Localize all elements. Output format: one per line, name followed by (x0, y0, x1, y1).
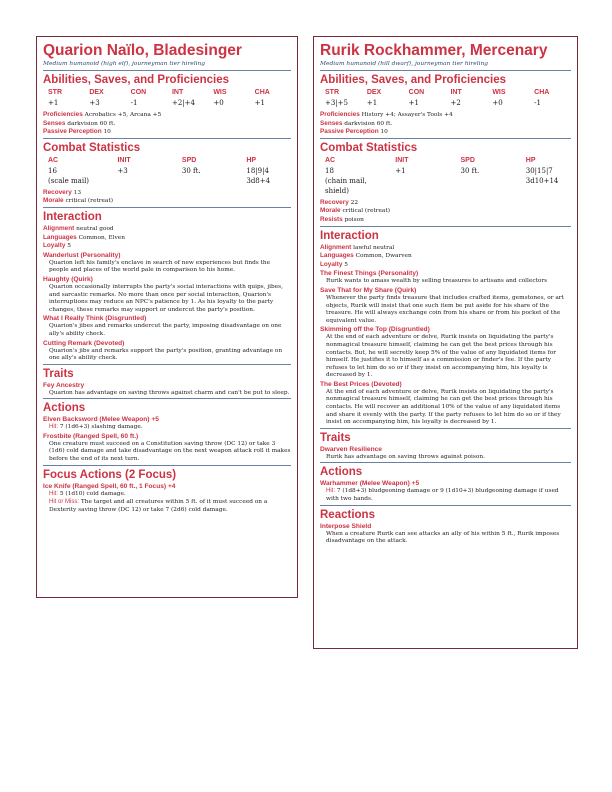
combat-stats (320, 156, 571, 196)
action-text: 7 (1d8+3) bludgeoning damage or 9 (1d10+3) bludgeoning damage if used with two hands. (326, 488, 559, 503)
combat-value: 18|9|4 (246, 166, 269, 175)
proficiencies-value: History +4; Assayer's Tools +4 (361, 112, 453, 118)
languages-line (320, 252, 571, 261)
proficiencies-label: Proficiencies (320, 111, 360, 118)
alignment-line (320, 244, 571, 253)
section-divider (320, 226, 571, 227)
combat-value-detail: (chain mail, shield) (325, 176, 367, 195)
senses-line (43, 120, 291, 129)
languages-value: Common, Dwarven (355, 253, 412, 260)
proficiencies-line (320, 111, 571, 120)
ability-scores (43, 88, 291, 108)
stat-label: INT (450, 89, 462, 96)
hit-label: Hit: (326, 488, 335, 495)
trait-body: Rurik has advantage on saving throws against poison. (326, 453, 485, 460)
senses-label: Senses (320, 119, 343, 127)
stat-label: CHA (534, 89, 550, 96)
entry-body: Quarion's jibs and remarks support the party's position, granting advantage on one ally's ability check. (49, 347, 283, 362)
hit-label: Hit: (49, 490, 58, 497)
loyalty-line (43, 242, 291, 251)
stat-label: CON (130, 89, 147, 96)
combat-value-detail: (scale mail) (48, 176, 90, 185)
action-heading: Frostbite (Ranged Spell, 60 ft.) (43, 432, 139, 440)
entry-body: Quarion occasionally interrupts the party's social interactions with quips, jibes, and sarcastic remarks. No more than once per social interaction, Quarion's interruptions may reduce an NPC's patience by 1. As his loyalty to the party changes, these remarks may support or undercut the party's position. (49, 283, 283, 313)
action-body: One creature must succeed on a Constitution saving throw (DC 12) or take 3 (1d6) cold damage and take disadvantage on the next weapon attack roll it makes before the end of its next turn. (49, 440, 291, 463)
stat-value: +0 (213, 99, 224, 107)
focus-action-hit (49, 491, 291, 499)
entry-heading: Wanderlust (Personality) (43, 251, 121, 259)
languages-value: Common, Elven (78, 234, 125, 241)
morale-label: Morale (43, 197, 64, 205)
focus-action-heading: Ice Knife (Ranged Spell, 60 ft., 1 Focus) +4 (43, 482, 176, 490)
stat-value: +1 (408, 99, 419, 107)
loyalty-label: Loyalty (320, 260, 343, 268)
action-heading: Elven Backsword (Melee Weapon) +5 (43, 416, 159, 424)
section-divider (43, 398, 291, 399)
morale-value: critical (retreat) (342, 208, 390, 215)
loyalty-value: 5 (344, 261, 348, 268)
recovery-line (43, 189, 291, 198)
alignment-value: lawful neutral (353, 244, 395, 251)
senses-line (320, 120, 571, 129)
combat-stats (43, 156, 291, 186)
combat-value: 18 (325, 166, 334, 175)
abilities-heading: Abilities, Saves, and Proficiencies (43, 74, 229, 86)
combat-value-detail (390, 176, 455, 196)
morale-line (320, 207, 571, 216)
action-body (49, 424, 291, 432)
combat-heading: Combat Statistics (43, 141, 141, 154)
reaction-body: When a creature Rurik can see attacks an ally of his within 5 ft., Rurik imposes disadvantage on the attack. (326, 530, 560, 545)
statblock-subtitle: Medium humanoid (hill dwarf), journeyman tier hireling (320, 61, 489, 67)
combat-value-detail (112, 176, 176, 186)
stat-value: +2|+4 (171, 99, 195, 107)
alignment-line (43, 225, 291, 234)
combat-label: SPD (181, 156, 197, 164)
stat-value: -1 (130, 99, 138, 107)
statblock-rurik (313, 36, 578, 649)
senses-value: darkvision 60 ft. (67, 120, 116, 127)
combat-value: 30 ft. (181, 166, 201, 175)
loyalty-label: Loyalty (43, 242, 66, 250)
recovery-value: 13 (73, 189, 82, 196)
alignment-label: Alignment (43, 224, 75, 232)
statblock-title: Rurik Rockhammer, Mercenary (320, 42, 548, 59)
section-divider (43, 138, 291, 139)
reaction-heading: Interpose Shield (320, 522, 372, 530)
entry-heading: Skimming off the Top (Disgruntled) (320, 326, 430, 334)
stat-label: DEX (89, 89, 104, 96)
proficiencies-label: Proficiencies (43, 111, 83, 118)
stat-label: WIS (213, 89, 227, 96)
statblock-subtitle: Medium humanoid (high elf), journeyman tier hireling (43, 61, 206, 67)
combat-label: HP (246, 156, 257, 164)
interaction-heading: Interaction (320, 229, 379, 242)
languages-label: Languages (320, 252, 354, 260)
section-divider (43, 70, 291, 71)
trait-body: Quarion has advantage on saving throws against charm and can't be put to sleep. (49, 389, 290, 396)
languages-label: Languages (43, 233, 77, 241)
section-divider (43, 364, 291, 365)
reactions-heading: Reactions (320, 508, 375, 521)
senses-value: darkvision 60 ft. (344, 120, 393, 127)
section-divider (43, 465, 291, 466)
recovery-label: Recovery (320, 198, 349, 206)
combat-value: 30|15|7 (525, 166, 553, 175)
stat-label: STR (48, 89, 62, 96)
actions-heading: Actions (43, 402, 86, 415)
trait-heading: Dwarven Resilience (320, 445, 382, 453)
stat-value: +1 (48, 99, 59, 107)
combat-value-detail: 3d8+4 (246, 176, 271, 185)
combat-label: INIT (117, 156, 131, 164)
morale-label: Morale (320, 207, 341, 215)
passive-perception-label: Passive Perception (320, 128, 379, 136)
statblock-quarion (36, 36, 298, 598)
stat-label: INT (171, 89, 184, 96)
statblock-title: Quarion Naïlo, Bladesinger (43, 42, 242, 59)
trait-heading: Fey Ancestry (43, 381, 85, 389)
combat-value: +1 (395, 166, 406, 175)
combat-value: 30 ft. (460, 166, 480, 175)
section-divider (43, 207, 291, 208)
stat-value: +3|+5 (325, 99, 348, 107)
proficiencies-value: Acrobatics +5, Arcana +5 (84, 112, 162, 118)
entry-heading: Save That for My Share (Quirk) (320, 286, 417, 294)
passive-perception-value: 10 (380, 129, 388, 136)
entry-body: At the end of each adventure or delve, Rurik insists on liquidating the party's nonmagical treasure himself, claiming he can get the best prices through his contacts. He will recover an additional 10% of the value of any liquidated items and share it evenly with the party. If the party refuses to let him do so or if they insist on accompanying him, his loyalty is decreased by 1. (326, 388, 561, 426)
entry-heading: Haughty (Quirk) (43, 275, 93, 283)
passive-perception-line (320, 128, 571, 137)
morale-value: critical (retreat) (65, 198, 113, 205)
stat-value: +1 (366, 99, 378, 107)
section-divider (320, 138, 571, 139)
entry-body: Whenever the party finds treasure that includes crafted items, gemstones, or art objects, Rurik will insist that one such item be put aside for his share of the treasure. He will always exchange coin from his share or from his pocket of the equivalent value. (326, 294, 564, 324)
section-divider (320, 70, 571, 71)
senses-label: Senses (43, 119, 66, 127)
combat-value: 16 (48, 166, 57, 175)
focus-actions-heading: Focus Actions (2 Focus) (43, 468, 177, 481)
traits-heading: Traits (43, 367, 74, 380)
section-divider (320, 505, 571, 506)
entry-heading: What I Really Think (Disgruntled) (43, 315, 147, 323)
entry-heading: Cutting Remark (Devoted) (43, 339, 125, 347)
combat-value-detail (456, 176, 521, 196)
recovery-line (320, 199, 571, 208)
hit-label: Hit: (49, 424, 58, 431)
action-body (326, 488, 571, 503)
stat-value: +2 (450, 99, 461, 107)
action-text: 7 (1d6+3) slashing damage. (59, 424, 143, 431)
combat-label: INIT (395, 156, 409, 164)
ability-scores (320, 88, 571, 108)
stat-label: DEX (366, 89, 382, 96)
alignment-label: Alignment (320, 243, 352, 251)
hit-or-miss-label: Hit or Miss: (49, 499, 79, 506)
combat-label: AC (325, 156, 336, 164)
combat-heading: Combat Statistics (320, 141, 418, 154)
stat-value: +0 (492, 99, 503, 107)
traits-heading: Traits (320, 431, 351, 444)
recovery-label: Recovery (43, 188, 72, 196)
morale-line (43, 197, 291, 206)
focus-action-text: 5 (1d10) cold damage. (59, 490, 126, 497)
passive-perception-line (43, 128, 291, 137)
stat-value: +1 (254, 99, 265, 107)
focus-action-hit-or-miss (49, 499, 291, 514)
entry-body: Rurik wants to amass wealth by selling treasures to artisans and collectors (326, 278, 548, 285)
combat-label: AC (48, 156, 59, 164)
focus-action-text: The target and all creatures within 5 ft. of it must succeed on a Dexterity saving throw (DC 12) or take 7 (2d6) cold damage. (49, 499, 268, 513)
actions-heading: Actions (320, 466, 363, 479)
stat-label: WIS (492, 89, 506, 96)
languages-line (43, 234, 291, 243)
loyalty-line (320, 261, 571, 270)
section-divider (320, 462, 571, 463)
recovery-value: 22 (350, 199, 359, 206)
stat-label: CHA (254, 89, 270, 96)
abilities-heading: Abilities, Saves, and Proficiencies (320, 74, 506, 86)
passive-perception-value: 10 (103, 129, 111, 136)
action-heading: Warhammer (Melee Weapon) +5 (320, 480, 420, 488)
combat-label: SPD (460, 156, 475, 164)
loyalty-value: 5 (67, 243, 71, 250)
passive-perception-label: Passive Perception (43, 128, 102, 136)
proficiencies-line (43, 111, 291, 120)
stat-value: +3 (89, 99, 100, 107)
section-divider (320, 428, 571, 429)
resists-line (320, 216, 571, 225)
entry-body: At the end of each adventure or delve, Rurik insists on liquidating the party's nonmagical treasure himself, claiming he can get the best prices through his contacts. But, he will secretly keep 5% of the value of any liquidated items for himself. He justifies it to himself as a commission or finder's fee. If the party refuses to let him do so or if they insist on accompanying him, his loyalty is decreased by 1. (326, 334, 557, 379)
entry-body: Quarion's jibes and remarks undercut the party, imposing disadvantage on one ally's ability check. (49, 323, 282, 337)
combat-label: HP (525, 156, 536, 164)
alignment-value: neutral good (76, 225, 114, 232)
interaction-heading: Interaction (43, 210, 102, 223)
combat-value-detail: 3d10+14 (525, 176, 559, 185)
combat-value-detail (177, 176, 241, 186)
stat-label: CON (408, 89, 425, 96)
combat-value: +3 (117, 166, 128, 175)
entry-body: Quarion left his family's enclave in search of new experiences but finds the people and places of the world pale in comparison to his home. (49, 259, 271, 274)
resists-label: Resists (320, 215, 343, 223)
stat-value: -1 (534, 99, 541, 107)
resists-value: poison (344, 216, 364, 223)
entry-heading: The Best Prices (Devoted) (320, 380, 402, 388)
stat-label: STR (325, 89, 339, 96)
entry-heading: The Finest Things (Personality) (320, 270, 419, 278)
